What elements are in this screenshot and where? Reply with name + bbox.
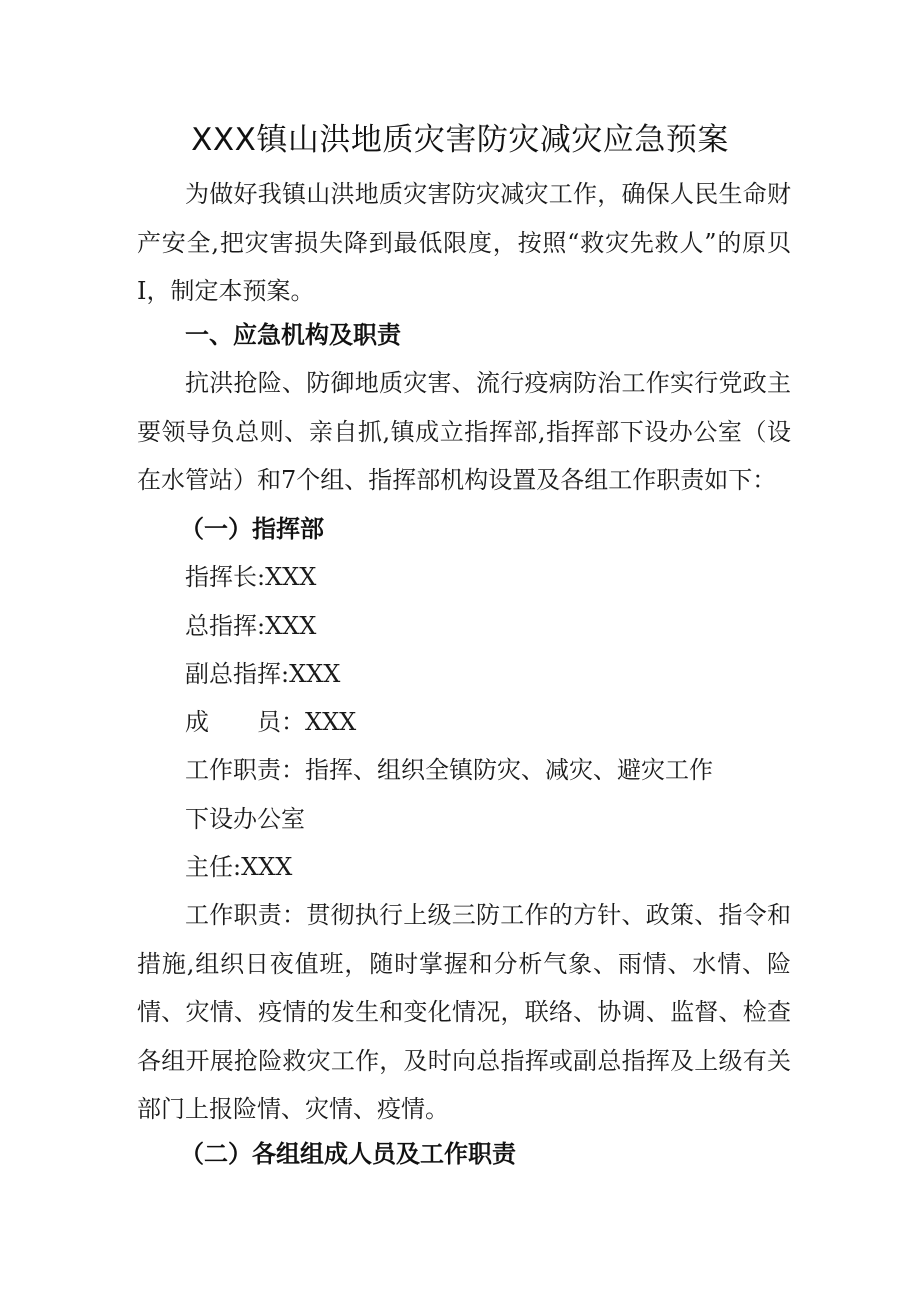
section-heading-emergency-organization: 一、应急机构及职责 [185,321,401,349]
office-director-line: 主任:XXX [185,853,293,881]
headquarters-duty-line: 工作职责：指挥、组织全镇防灾、减灾、避灾工作 [185,756,713,784]
document-title: XXX镇山洪地质灾害防灾减灾应急预案 [191,122,729,158]
office-duty-paragraph: 工作职责：贯彻执行上级三防工作的方针、政策、指令和措施,组织日夜值班，随时掌握和分析气象、雨情、水情、险情、灾情、疫情的发生和变化情况，联络、协调、监督、检查各组开展抢险救灾工作，及时向总指挥或副总指挥及上级有关部门上报险情、灾情、疫情。 [137,901,791,1123]
section-body-paragraph: 抗洪抢险、防御地质灾害、流行疫病防治工作实行党政主要领导负总则、亲自抓,镇成立指挥部,指挥部下设办公室（设在水管站）和7个组、指挥部机构设置及各组工作职责如下： [137,369,791,494]
office-label-line: 下设办公室 [185,805,305,833]
deputy-director-line: 副总指挥:XXX [185,660,341,688]
subsection-heading-groups: （二）各组组成人员及工作职责 [180,1140,516,1168]
commander-line: 指挥长:XXX [185,563,317,591]
chief-director-line: 总指挥:XXX [185,612,317,640]
members-line: 成 员：XXX [185,708,357,736]
subsection-heading-headquarters: （一）指挥部 [180,515,324,543]
intro-paragraph: 为做好我镇山洪地质灾害防灾减灾工作，确保人民生命财产安全,把灾害损失降到最低限度，按照“救灾先救人”的原贝I，制定本预案。 [137,180,791,305]
